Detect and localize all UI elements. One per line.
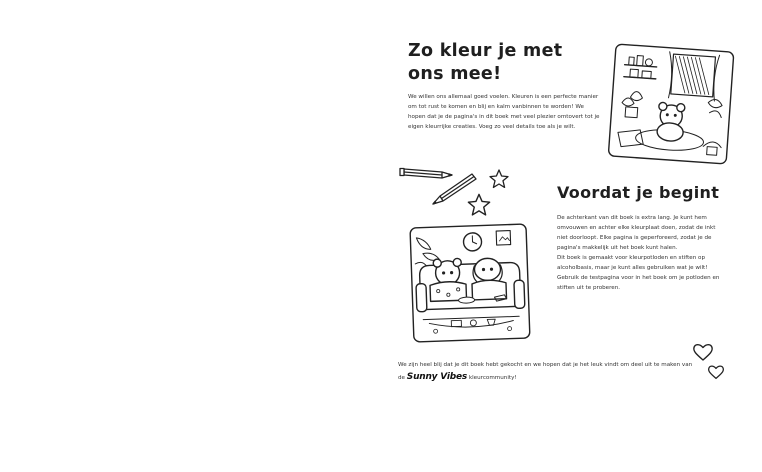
room-with-bear-illustration: [606, 44, 736, 166]
title-line-2: ons mee!: [408, 64, 502, 84]
paragraph-test-page: Gebruik de testpagina voor in het boek om je potloden en stiften uit te proberen.: [557, 275, 720, 291]
friends-on-sofa-illustration: [408, 222, 532, 346]
brand-logo: Sunny Vibes: [406, 372, 468, 382]
closing-text-after: kleurcommunity!: [468, 375, 517, 381]
section-title-before-you-start: Voordat je begint: [557, 183, 720, 202]
closing-text: [398, 359, 698, 384]
before-you-start-text: [557, 213, 727, 293]
section-title-color-along: [408, 40, 598, 86]
closing-text-before: We zijn heel blij dat je dit boek hebt gekocht en we hopen dat je het leuk vindt om deel uit te maken van de: [398, 362, 693, 381]
heart-icon: [692, 342, 714, 362]
intro-paragraph: We willen ons allemaal goed voelen. Kleuren is een perfecte manier om tot rust te komen en blij en kalm vanbinnen te worden! We hopen dat je de pagina's in dit boek met veel plezier omtovert tot je eigen kleurrijke creaties. Voeg zo veel details toe als je wilt.: [408, 94, 600, 130]
paragraph-materials: Dit boek is gemaakt voor kleurpotloden en stiften op alcoholbasis, maar je kunt alles gebruiken wat je wilt!: [557, 255, 708, 271]
star-icon: [466, 192, 492, 218]
paragraph-back-cover: De achterkant van dit boek is extra lang. Je kunt hem omvouwen en achter elke kleurplaat doen, zodat de inkt niet doorloopt. Elke pagina is geperforeerd, zodat je de pagina's makkelijk uit het boek kunt halen.: [557, 215, 716, 251]
star-icon: [488, 168, 510, 190]
title-line-1: Zo kleur je met: [408, 41, 563, 61]
heart-icon: [707, 364, 725, 380]
